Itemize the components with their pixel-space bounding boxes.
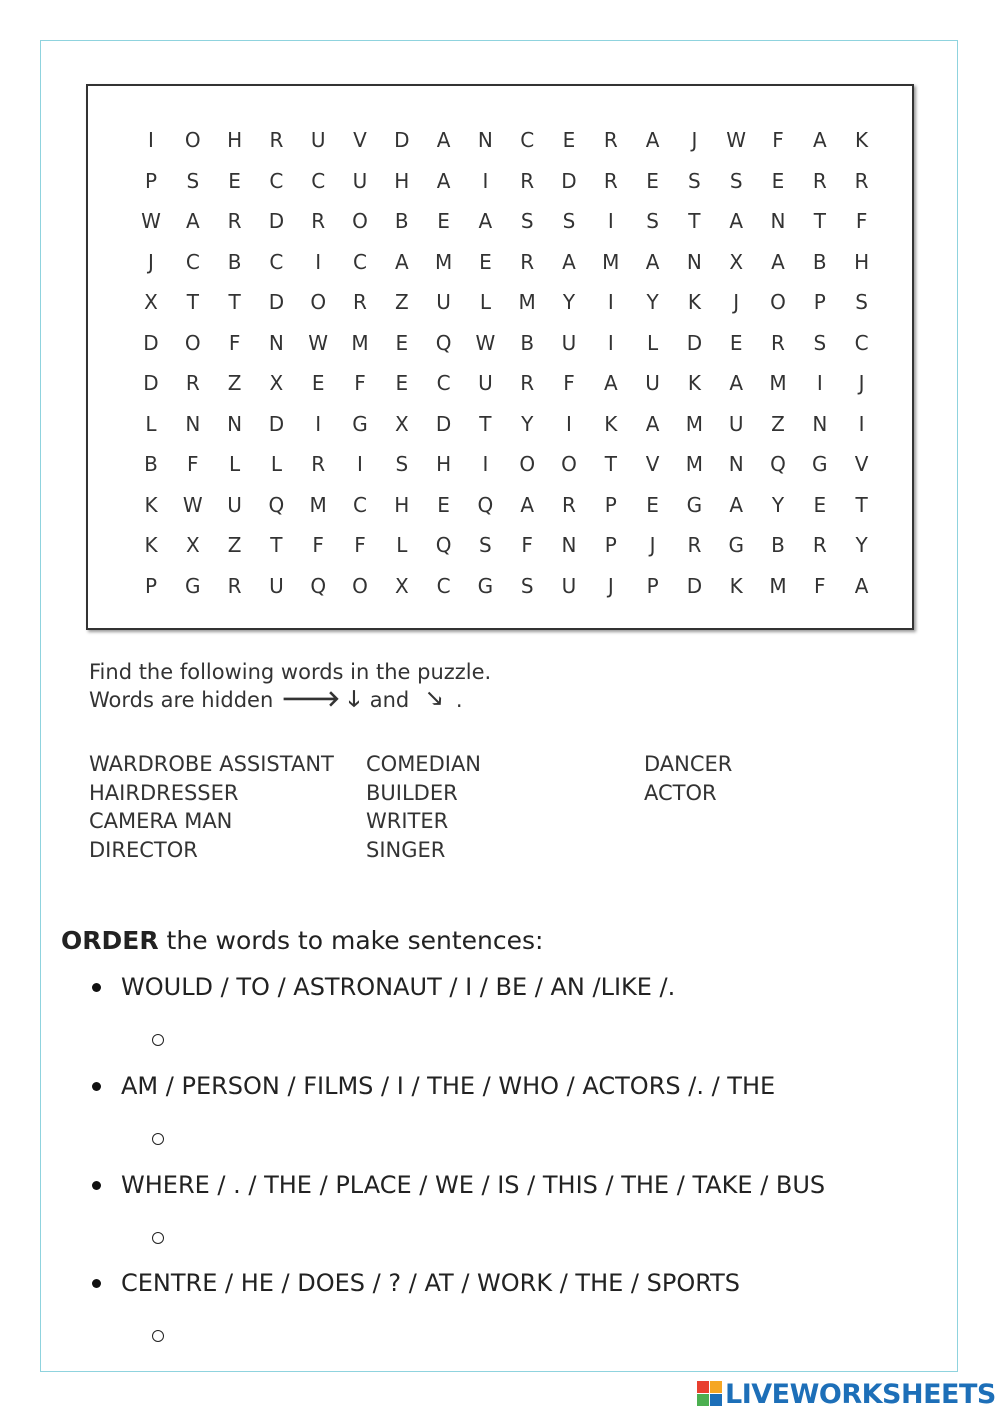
- grid-letter[interactable]: H: [854, 249, 870, 274]
- grid-letter[interactable]: D: [394, 128, 410, 152]
- word-item: HAIRDRESSER: [89, 780, 239, 805]
- grid-letter[interactable]: C: [436, 573, 451, 598]
- grid-letter[interactable]: S: [688, 168, 701, 193]
- grid-letter[interactable]: R: [311, 209, 326, 233]
- grid-letter[interactable]: G: [477, 573, 494, 598]
- grid-letter[interactable]: X: [729, 249, 744, 274]
- grid-letter[interactable]: M: [434, 249, 453, 274]
- grid-letter[interactable]: T: [604, 452, 617, 476]
- grid-letter[interactable]: Z: [394, 290, 409, 314]
- grid-letter[interactable]: T: [813, 209, 826, 233]
- grid-letter[interactable]: M: [769, 573, 787, 598]
- grid-letter[interactable]: A: [645, 128, 660, 152]
- grid-letter[interactable]: T: [479, 411, 492, 436]
- grid-letter[interactable]: X: [144, 290, 158, 314]
- word-item: CAMERA MAN: [89, 809, 233, 833]
- grid-letter[interactable]: C: [353, 492, 367, 517]
- grid-letter[interactable]: K: [729, 573, 743, 598]
- grid-letter[interactable]: R: [227, 209, 242, 233]
- grid-letter[interactable]: E: [562, 128, 576, 152]
- grid-letter[interactable]: L: [647, 330, 659, 355]
- grid-letter[interactable]: I: [607, 330, 614, 355]
- word-list-column-2: [366, 750, 481, 864]
- grid-letter[interactable]: X: [269, 371, 284, 395]
- grid-letter[interactable]: U: [478, 371, 493, 395]
- grid-letter[interactable]: S: [562, 209, 576, 233]
- grid-letter[interactable]: G: [812, 452, 828, 476]
- grid-letter[interactable]: C: [854, 330, 869, 355]
- word-list-column-1: [89, 750, 334, 864]
- grid-letter[interactable]: K: [144, 533, 158, 557]
- grid-letter[interactable]: F: [354, 533, 366, 557]
- grid-letter[interactable]: R: [812, 533, 827, 557]
- grid-letter[interactable]: N: [812, 411, 828, 436]
- grid-letter[interactable]: A: [729, 209, 744, 233]
- instruction-period: .: [455, 688, 463, 712]
- grid-letter[interactable]: H: [394, 492, 410, 517]
- grid-letter[interactable]: S: [186, 168, 200, 193]
- word-item: BUILDER: [366, 780, 458, 805]
- grid-letter[interactable]: E: [395, 371, 409, 395]
- grid-letter[interactable]: J: [691, 128, 698, 152]
- grid-letter[interactable]: N: [686, 249, 702, 274]
- grid-letter[interactable]: P: [144, 168, 158, 193]
- grid-letter[interactable]: J: [733, 290, 740, 314]
- grid-letter[interactable]: I: [357, 452, 363, 476]
- grid-letter[interactable]: E: [311, 371, 325, 395]
- arrow-diagonal-icon: 🡖: [427, 687, 442, 712]
- grid-letter[interactable]: A: [478, 209, 493, 233]
- grid-letter[interactable]: Y: [646, 290, 659, 314]
- grid-letter[interactable]: O: [310, 290, 327, 314]
- grid-letter[interactable]: S: [646, 209, 659, 233]
- grid-letter[interactable]: K: [604, 411, 618, 436]
- instruction-prefix: Words are hidden: [89, 688, 274, 712]
- grid-letter[interactable]: D: [143, 330, 159, 355]
- grid-letter[interactable]: M: [769, 371, 787, 395]
- grid-letter[interactable]: K: [687, 290, 701, 314]
- grid-letter[interactable]: J: [607, 573, 614, 598]
- grid-letter[interactable]: O: [519, 452, 536, 476]
- grid-letter[interactable]: M: [602, 249, 620, 274]
- scrambled-sentence: CENTRE / HE / DOES / ? / AT / WORK / THE / SPORTS: [121, 1269, 741, 1297]
- grid-letter[interactable]: F: [855, 209, 868, 233]
- grid-letter[interactable]: L: [229, 452, 241, 476]
- grid-letter[interactable]: L: [270, 452, 282, 476]
- grid-letter[interactable]: I: [607, 209, 614, 233]
- grid-letter[interactable]: Y: [855, 533, 868, 557]
- grid-letter[interactable]: U: [436, 290, 451, 314]
- grid-letter[interactable]: A: [854, 573, 869, 598]
- grid-letter[interactable]: D: [686, 330, 703, 355]
- grid-letter[interactable]: R: [854, 168, 869, 193]
- grid-letter[interactable]: L: [145, 411, 157, 436]
- order-heading-text: the words to make sentences:: [158, 926, 544, 955]
- grid-letter[interactable]: R: [603, 128, 618, 152]
- grid-letter[interactable]: R: [812, 168, 827, 193]
- grid-letter[interactable]: N: [728, 452, 744, 476]
- scrambled-sentence: WHERE / . / THE / PLACE / WE / IS / THIS / THE / TAKE / BUS: [121, 1171, 826, 1199]
- grid-letter[interactable]: P: [144, 573, 158, 598]
- grid-letter[interactable]: S: [520, 573, 534, 598]
- grid-letter[interactable]: F: [228, 330, 241, 355]
- grid-letter[interactable]: Q: [770, 452, 786, 476]
- grid-letter[interactable]: A: [729, 371, 744, 395]
- grid-letter[interactable]: K: [687, 371, 701, 395]
- grid-letter[interactable]: S: [729, 168, 743, 193]
- grid-letter[interactable]: C: [269, 168, 284, 193]
- grid-letter[interactable]: C: [353, 249, 367, 274]
- grid-letter[interactable]: E: [646, 492, 659, 517]
- grid-letter[interactable]: G: [352, 411, 368, 436]
- grid-letter[interactable]: I: [816, 371, 823, 395]
- grid-letter[interactable]: Y: [521, 411, 534, 436]
- grid-letter[interactable]: O: [561, 452, 577, 476]
- liveworksheets-logo-icon: [697, 1381, 723, 1407]
- grid-letter[interactable]: U: [728, 411, 744, 436]
- instruction-and: and: [369, 688, 410, 712]
- grid-letter[interactable]: E: [228, 168, 241, 193]
- word-list-column-3: [644, 750, 732, 807]
- grid-letter[interactable]: F: [312, 533, 324, 557]
- grid-letter[interactable]: Z: [771, 411, 785, 436]
- grid-letter[interactable]: R: [520, 249, 535, 274]
- grid-letter[interactable]: T: [270, 533, 283, 557]
- grid-letter[interactable]: O: [184, 128, 201, 152]
- scrambled-sentence: WOULD / TO / ASTRONAUT / I / BE / AN /LIKE /.: [121, 973, 676, 1001]
- word-item: SINGER: [366, 837, 446, 862]
- grid-letter[interactable]: B: [812, 249, 827, 274]
- grid-letter[interactable]: N: [268, 330, 284, 355]
- grid-letter[interactable]: R: [353, 290, 367, 314]
- grid-letter[interactable]: B: [144, 452, 158, 476]
- grid-letter[interactable]: M: [309, 492, 327, 517]
- grid-letter[interactable]: D: [561, 168, 577, 193]
- grid-letter[interactable]: B: [520, 330, 535, 355]
- grid-letter[interactable]: R: [227, 573, 242, 598]
- grid-letter[interactable]: F: [187, 452, 199, 476]
- grid-letter[interactable]: A: [394, 249, 409, 274]
- grid-letter[interactable]: R: [520, 168, 535, 193]
- grid-letter[interactable]: A: [603, 371, 618, 395]
- grid-letter[interactable]: I: [315, 411, 322, 436]
- arrow-down-icon: 🡓: [348, 687, 360, 712]
- answer-bullet[interactable]: [152, 1330, 164, 1342]
- grid-letter[interactable]: O: [352, 573, 368, 598]
- grid-letter[interactable]: N: [227, 411, 243, 436]
- grid-letter[interactable]: M: [685, 411, 704, 436]
- grid-letter[interactable]: R: [520, 371, 535, 395]
- grid-letter[interactable]: C: [436, 371, 451, 395]
- answer-bullet[interactable]: [152, 1034, 164, 1046]
- grid-letter[interactable]: A: [436, 168, 451, 193]
- grid-letter[interactable]: S: [520, 209, 534, 233]
- liveworksheets-brand[interactable]: [697, 1378, 996, 1410]
- grid-letter[interactable]: G: [185, 573, 201, 598]
- order-heading-bold: ORDER: [61, 926, 159, 955]
- grid-letter[interactable]: Q: [435, 330, 452, 355]
- bullet-dot: [92, 1082, 101, 1091]
- grid-letter[interactable]: X: [394, 573, 409, 598]
- grid-letter[interactable]: J: [858, 371, 865, 395]
- grid-letter[interactable]: R: [562, 492, 576, 517]
- grid-letter[interactable]: V: [645, 452, 660, 476]
- grid-letter[interactable]: A: [436, 128, 451, 152]
- grid-letter[interactable]: Z: [227, 533, 242, 557]
- grid-letter[interactable]: L: [479, 290, 491, 314]
- grid-letter[interactable]: E: [771, 168, 785, 193]
- answer-bullet[interactable]: [152, 1133, 164, 1145]
- grid-letter[interactable]: Y: [771, 492, 785, 517]
- grid-letter[interactable]: J: [649, 533, 656, 557]
- grid-letter[interactable]: S: [479, 533, 492, 557]
- bullet-dot: [92, 1181, 101, 1190]
- grid-letter[interactable]: A: [645, 411, 660, 436]
- grid-letter[interactable]: A: [185, 209, 200, 233]
- grid-letter[interactable]: E: [437, 209, 450, 233]
- grid-letter[interactable]: O: [184, 330, 201, 355]
- arrow-right-icon: 🡒: [281, 687, 341, 712]
- grid-letter[interactable]: P: [604, 533, 617, 557]
- grid-letter[interactable]: Q: [477, 492, 494, 517]
- grid-letter[interactable]: U: [561, 330, 577, 355]
- grid-letter[interactable]: R: [311, 452, 326, 476]
- grid-letter[interactable]: F: [814, 573, 826, 598]
- grid-letter[interactable]: U: [227, 492, 242, 517]
- word-item: COMEDIAN: [366, 752, 482, 776]
- word-item: DANCER: [644, 752, 733, 776]
- grid-letter[interactable]: F: [772, 128, 784, 152]
- grid-letter[interactable]: B: [771, 533, 785, 557]
- grid-letter[interactable]: A: [812, 128, 827, 152]
- grid-letter[interactable]: L: [396, 533, 408, 557]
- grid-letter[interactable]: T: [228, 290, 241, 314]
- grid-letter[interactable]: A: [771, 249, 785, 274]
- answer-bullet[interactable]: [152, 1232, 164, 1244]
- grid-letter[interactable]: R: [687, 533, 702, 557]
- grid-letter[interactable]: D: [435, 411, 452, 436]
- grid-letter[interactable]: U: [645, 371, 660, 395]
- grid-letter[interactable]: D: [268, 411, 285, 436]
- bullet-dot: [92, 983, 101, 992]
- grid-letter[interactable]: W: [141, 209, 161, 233]
- grid-letter[interactable]: H: [436, 452, 452, 476]
- word-item: ACTOR: [644, 780, 717, 805]
- grid-letter[interactable]: U: [561, 573, 577, 598]
- grid-letter[interactable]: R: [603, 168, 618, 193]
- grid-letter[interactable]: E: [437, 492, 450, 517]
- grid-letter[interactable]: W: [475, 330, 496, 355]
- grid-letter[interactable]: W: [726, 128, 747, 152]
- grid-letter[interactable]: I: [482, 452, 489, 476]
- grid-letter[interactable]: E: [395, 330, 409, 355]
- grid-letter[interactable]: V: [353, 128, 367, 152]
- grid-letter[interactable]: Q: [310, 573, 327, 598]
- scrambled-sentence: AM / PERSON / FILMS / I / THE / WHO / ACTORS /. / THE: [121, 1072, 776, 1100]
- grid-letter[interactable]: Y: [562, 290, 576, 314]
- grid-letter[interactable]: A: [520, 492, 535, 517]
- grid-letter[interactable]: Q: [268, 492, 285, 517]
- order-heading: [61, 925, 543, 957]
- grid-letter[interactable]: O: [352, 209, 368, 233]
- grid-letter[interactable]: N: [185, 411, 201, 436]
- grid-letter[interactable]: H: [227, 128, 243, 152]
- grid-letter[interactable]: F: [563, 371, 575, 395]
- grid-letter[interactable]: S: [813, 330, 827, 355]
- grid-letter[interactable]: Z: [227, 371, 242, 395]
- grid-letter[interactable]: X: [394, 411, 409, 436]
- grid-letter[interactable]: P: [813, 290, 826, 314]
- grid-letter[interactable]: U: [269, 573, 284, 598]
- grid-letter[interactable]: A: [562, 249, 576, 274]
- grid-letter[interactable]: R: [269, 128, 284, 152]
- grid-letter[interactable]: T: [186, 290, 199, 314]
- instruction-line-2: [89, 686, 491, 714]
- grid-letter[interactable]: T: [855, 492, 868, 517]
- grid-letter[interactable]: P: [604, 492, 617, 517]
- grid-letter[interactable]: E: [646, 168, 659, 193]
- grid-letter[interactable]: C: [269, 249, 284, 274]
- bullet-dot: [92, 1279, 101, 1288]
- grid-letter[interactable]: D: [143, 371, 159, 395]
- grid-letter[interactable]: K: [855, 128, 869, 152]
- word-item: WRITER: [366, 809, 449, 833]
- grid-letter[interactable]: I: [858, 411, 865, 436]
- instruction-line-1: Find the following words in the puzzle.: [89, 660, 492, 684]
- grid-letter[interactable]: D: [268, 290, 285, 314]
- grid-letter[interactable]: C: [520, 128, 535, 152]
- grid-letter[interactable]: D: [268, 209, 285, 233]
- grid-letter[interactable]: I: [482, 168, 489, 193]
- word-item: DIRECTOR: [89, 837, 198, 862]
- grid-letter[interactable]: G: [728, 533, 744, 557]
- grid-letter[interactable]: I: [315, 249, 322, 274]
- grid-letter[interactable]: H: [394, 168, 410, 193]
- grid-letter[interactable]: C: [311, 168, 326, 193]
- grid-letter[interactable]: F: [521, 533, 533, 557]
- grid-letter[interactable]: N: [770, 209, 786, 233]
- grid-letter[interactable]: U: [310, 128, 326, 152]
- grid-letter[interactable]: I: [566, 411, 572, 436]
- instructions: [89, 658, 491, 714]
- grid-letter[interactable]: E: [479, 249, 492, 274]
- grid-letter[interactable]: W: [308, 330, 329, 355]
- grid-letter[interactable]: B: [227, 249, 242, 274]
- grid-letter[interactable]: N: [477, 128, 493, 152]
- grid-letter[interactable]: T: [688, 209, 701, 233]
- grid-letter[interactable]: W: [182, 492, 203, 517]
- grid-letter[interactable]: M: [351, 330, 369, 355]
- grid-letter[interactable]: V: [854, 452, 869, 476]
- grid-letter[interactable]: D: [686, 573, 703, 598]
- grid-letter[interactable]: U: [352, 168, 368, 193]
- grid-letter[interactable]: C: [185, 249, 200, 274]
- grid-letter[interactable]: J: [148, 249, 154, 274]
- grid-letter[interactable]: X: [185, 533, 200, 557]
- grid-letter[interactable]: R: [185, 371, 200, 395]
- grid-letter[interactable]: E: [729, 330, 743, 355]
- grid-letter[interactable]: S: [395, 452, 409, 476]
- word-search-grid: [86, 84, 914, 630]
- grid-letter[interactable]: G: [686, 492, 703, 517]
- grid-letter[interactable]: N: [561, 533, 577, 557]
- grid-letter[interactable]: P: [646, 573, 659, 598]
- grid-letter[interactable]: E: [813, 492, 827, 517]
- word-item: WARDROBE ASSISTANT: [89, 752, 334, 776]
- grid-letter[interactable]: S: [855, 290, 868, 314]
- grid-letter[interactable]: F: [354, 371, 366, 395]
- grid-letter[interactable]: R: [771, 330, 785, 355]
- grid-letter[interactable]: Q: [435, 533, 452, 557]
- brand-name: LIVEWORKSHEETS: [725, 1378, 996, 1410]
- grid-letter[interactable]: I: [148, 128, 154, 152]
- grid-letter[interactable]: A: [645, 249, 660, 274]
- grid-letter[interactable]: M: [518, 290, 536, 314]
- grid-letter[interactable]: I: [607, 290, 614, 314]
- grid-letter[interactable]: K: [144, 492, 158, 517]
- grid-letter[interactable]: O: [770, 290, 786, 314]
- grid-letter[interactable]: A: [729, 492, 744, 517]
- grid-letter[interactable]: M: [685, 452, 704, 476]
- grid-letter[interactable]: B: [394, 209, 409, 233]
